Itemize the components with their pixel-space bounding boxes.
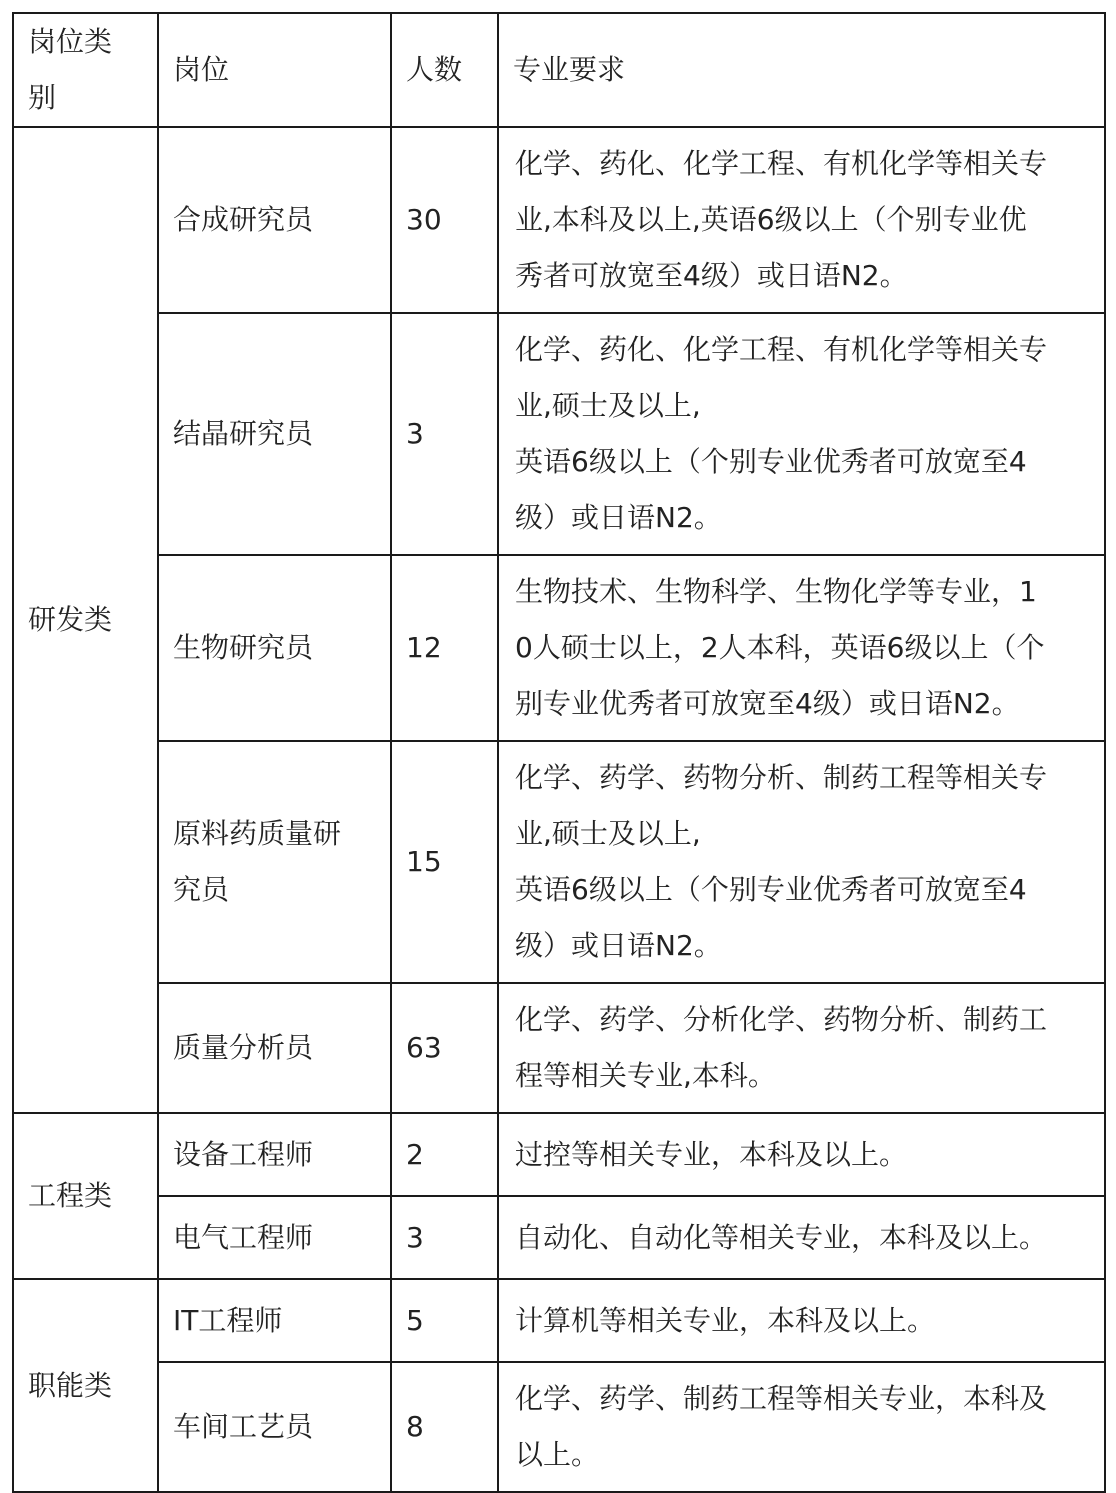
- recruitment-table: [12, 12, 1106, 1493]
- position-cell: 质量分析员: [158, 983, 391, 1113]
- header-position: 岗位: [158, 13, 391, 127]
- count-cell: 2: [391, 1113, 498, 1196]
- count-cell: 30: [391, 127, 498, 313]
- table-row: [13, 1196, 1105, 1279]
- count-cell: 3: [391, 313, 498, 555]
- position-cell: 原料药质量研 究员: [158, 741, 391, 983]
- category-cell: 工程类: [13, 1113, 158, 1279]
- table-row: [13, 741, 1105, 983]
- requirement-cell: 化学、药化、化学工程、有机化学等相关专 业,本科及以上,英语6级以上（个别专业优 秀者可放宽至4级）或日语N2。: [498, 127, 1105, 313]
- header-category: 岗位类 别: [13, 13, 158, 127]
- position-cell: 合成研究员: [158, 127, 391, 313]
- table-row: [13, 1113, 1105, 1196]
- requirement-cell: 化学、药化、化学工程、有机化学等相关专 业,硕士及以上, 英语6级以上（个别专业优秀者可放宽至4 级）或日语N2。: [498, 313, 1105, 555]
- requirement-cell: 化学、药学、药物分析、制药工程等相关专 业,硕士及以上, 英语6级以上（个别专业优秀者可放宽至4 级）或日语N2。: [498, 741, 1105, 983]
- requirement-cell: 过控等相关专业，本科及以上。: [498, 1113, 1105, 1196]
- count-cell: 15: [391, 741, 498, 983]
- table-row: [13, 1279, 1105, 1362]
- table-row: [13, 313, 1105, 555]
- header-row: [13, 13, 1105, 127]
- requirement-cell: 化学、药学、制药工程等相关专业，本科及 以上。: [498, 1362, 1105, 1492]
- header-count: 人数: [391, 13, 498, 127]
- position-cell: 生物研究员: [158, 555, 391, 741]
- requirement-cell: 自动化、自动化等相关专业，本科及以上。: [498, 1196, 1105, 1279]
- table-row: [13, 983, 1105, 1113]
- count-cell: 12: [391, 555, 498, 741]
- table-row: [13, 1362, 1105, 1492]
- requirement-cell: 化学、药学、分析化学、药物分析、制药工 程等相关专业,本科。: [498, 983, 1105, 1113]
- table-row: [13, 555, 1105, 741]
- requirement-cell: 生物技术、生物科学、生物化学等专业，1 0人硕士以上，2人本科，英语6级以上（个 别专业优秀者可放宽至4级）或日语N2。: [498, 555, 1105, 741]
- count-cell: 5: [391, 1279, 498, 1362]
- position-cell: 车间工艺员: [158, 1362, 391, 1492]
- position-cell: IT工程师: [158, 1279, 391, 1362]
- position-cell: 电气工程师: [158, 1196, 391, 1279]
- count-cell: 8: [391, 1362, 498, 1492]
- requirement-cell: 计算机等相关专业，本科及以上。: [498, 1279, 1105, 1362]
- count-cell: 63: [391, 983, 498, 1113]
- recruitment-table-container: [12, 12, 1106, 1493]
- position-cell: 结晶研究员: [158, 313, 391, 555]
- header-requirement: 专业要求: [498, 13, 1105, 127]
- category-cell: 职能类: [13, 1279, 158, 1492]
- category-cell: 研发类: [13, 127, 158, 1113]
- count-cell: 3: [391, 1196, 498, 1279]
- table-row: [13, 127, 1105, 313]
- position-cell: 设备工程师: [158, 1113, 391, 1196]
